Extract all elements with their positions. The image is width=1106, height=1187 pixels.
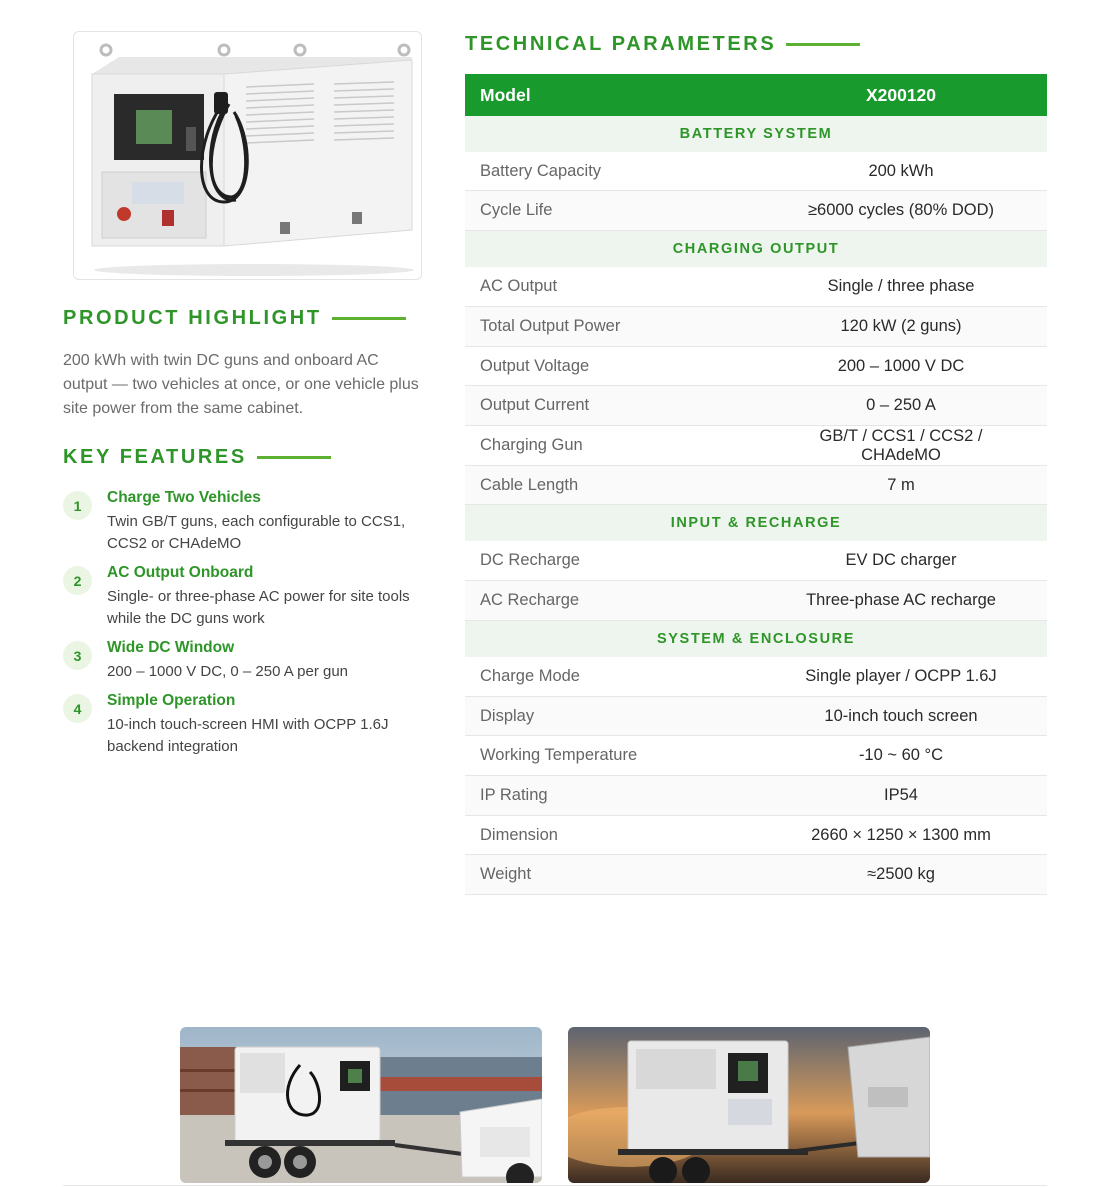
- row-label: Output Current: [480, 396, 590, 414]
- bottom-divider: [63, 1185, 1047, 1186]
- row-label: Cable Length: [480, 475, 579, 494]
- row-value: 7 m: [887, 475, 915, 494]
- feature-description: 200 – 1000 V DC, 0 – 250 A per gun: [107, 663, 349, 680]
- feature-number-badge: 2: [63, 566, 92, 595]
- technical-parameters-heading: TECHNICAL PARAMETERS: [465, 33, 777, 55]
- row-value: EV DC charger: [845, 551, 957, 569]
- table-row: [465, 657, 1047, 697]
- feature-title: Simple Operation: [107, 692, 236, 709]
- row-value: ≥6000 cycles (80% DOD): [807, 201, 995, 219]
- row-label: Charge Mode: [480, 667, 580, 685]
- table-row: [465, 191, 1047, 231]
- product-image: [73, 31, 422, 280]
- feature-description: 10-inch touch-screen HMI with OCPP 1.6J backend integration: [107, 716, 389, 755]
- row-label: IP Rating: [480, 786, 548, 804]
- row-label: Display: [480, 706, 535, 725]
- row-value: -10 ~ 60 °C: [858, 746, 944, 764]
- key-features-heading: KEY FEATURES: [63, 446, 247, 468]
- row-value: Single player / OCPP 1.6J: [805, 667, 997, 685]
- title-accent-bar: [332, 317, 406, 320]
- row-value: Three-phase AC recharge: [806, 591, 996, 609]
- row-value: 200 kWh: [868, 161, 934, 180]
- row-label: Working Temperature: [480, 746, 638, 764]
- table-row: [465, 307, 1047, 347]
- row-label: DC Recharge: [480, 551, 580, 569]
- table-row: [465, 426, 1047, 466]
- feature-title: Wide DC Window: [107, 639, 235, 656]
- row-value: 200 – 1000 V DC: [837, 356, 965, 375]
- table-row: [465, 697, 1047, 736]
- technical-parameters-title: [465, 33, 860, 56]
- sunset-trailer-photo: [568, 1027, 930, 1183]
- feature-description: Twin GB/T guns, each configurable to CCS1, CCS2 or CHAdeMO: [107, 513, 406, 552]
- table-row: [465, 736, 1047, 776]
- title-accent-bar: [786, 43, 860, 46]
- feature-description: Single- or three-phase AC power for site tools while the DC guns work: [107, 588, 410, 627]
- row-label: Weight: [480, 865, 532, 883]
- table-row: [465, 267, 1047, 307]
- row-label: Charging Gun: [480, 436, 583, 454]
- table-row: [465, 386, 1047, 426]
- row-value: GB/T / CCS1 / CCS2 / CHAdeMO: [819, 426, 983, 464]
- row-value: IP54: [884, 786, 918, 804]
- spec-table-header: [465, 74, 1047, 116]
- table-row: [465, 816, 1047, 855]
- feature-number-badge: 1: [63, 491, 92, 520]
- row-label: Total Output Power: [480, 317, 621, 335]
- title-accent-bar: [257, 456, 331, 459]
- table-row: [465, 152, 1047, 191]
- group-row: SYSTEM & ENCLOSURE: [465, 621, 1047, 657]
- row-value: 10-inch touch screen: [824, 706, 978, 725]
- row-value: 0 – 250 A: [866, 396, 936, 414]
- feature-number-badge: 3: [63, 641, 92, 670]
- feature-title: Charge Two Vehicles: [107, 489, 261, 506]
- row-value: Single / three phase: [827, 277, 975, 295]
- row-label: Dimension: [480, 825, 558, 844]
- table-row: [465, 855, 1047, 895]
- spec-table: [465, 74, 1047, 895]
- table-row: [465, 466, 1047, 505]
- product-highlight-text: 200 kWh with twin DC guns and onboard AC output — two vehicles at once, or one vehicle plus site power from the same cabinet.: [63, 352, 419, 417]
- group-row: INPUT & RECHARGE: [465, 505, 1047, 541]
- feature-title: AC Output Onboard: [107, 564, 254, 581]
- row-value: 2660 × 1250 × 1300 mm: [811, 825, 991, 844]
- row-label: Output Voltage: [480, 356, 590, 375]
- header-label: Model: [480, 84, 531, 105]
- table-row: [465, 347, 1047, 386]
- row-label: AC Recharge: [480, 591, 580, 609]
- group-row: BATTERY SYSTEM: [465, 116, 1047, 152]
- feature-number-badge: 4: [63, 694, 92, 723]
- table-row: [465, 776, 1047, 816]
- table-row: [465, 581, 1047, 621]
- port-trailer-photo: [180, 1027, 542, 1183]
- product-highlight-title: [63, 307, 406, 330]
- row-value: ≈2500 kg: [867, 865, 935, 883]
- row-value: 120 kW (2 guns): [840, 317, 962, 335]
- row-label: AC Output: [480, 277, 558, 295]
- key-features-title: [63, 446, 331, 469]
- row-label: Cycle Life: [480, 201, 553, 219]
- row-label: Battery Capacity: [480, 161, 602, 180]
- header-value: X200120: [865, 84, 937, 105]
- table-row: [465, 541, 1047, 581]
- product-highlight-heading: PRODUCT HIGHLIGHT: [63, 307, 322, 329]
- group-row: CHARGING OUTPUT: [465, 231, 1047, 267]
